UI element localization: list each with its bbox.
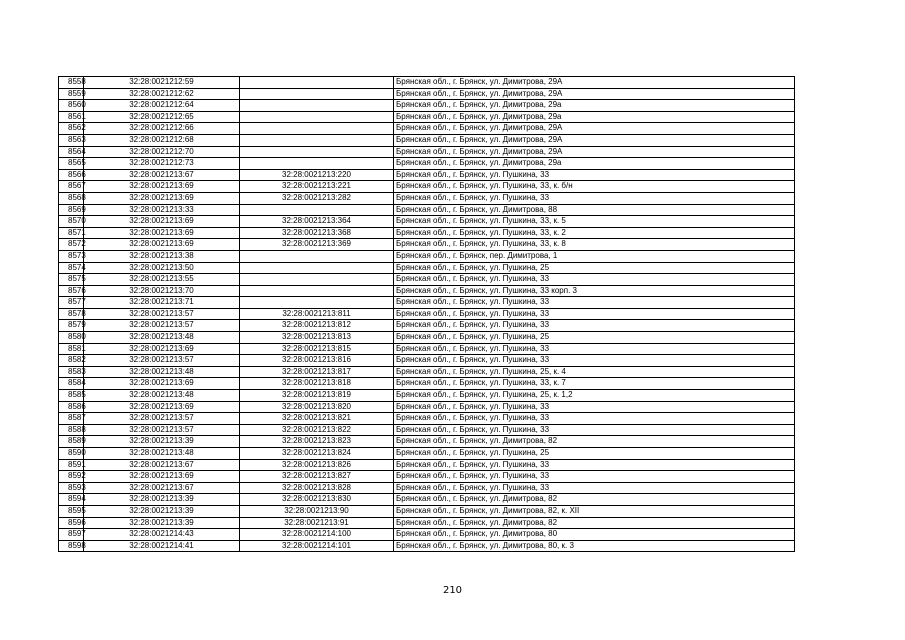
registry-table-body: [59, 77, 795, 552]
address-cell: Брянская обл., г. Брянск, ул. Пушкина, 33 корп. 3: [394, 285, 795, 297]
cadastral-number-cell: 32:28:0021213:38: [84, 250, 240, 262]
address-cell: Брянская обл., г. Брянск, ул. Пушкина, 25, к. 1,2: [394, 390, 795, 402]
cadastral-number-cell: 32:28:0021213:39: [84, 505, 240, 517]
table-row: [59, 517, 795, 529]
address-cell: Брянская обл., г. Брянск, ул. Пушкина, 25: [394, 448, 795, 460]
address-cell: Брянская обл., г. Брянск, ул. Димитрова, 80, к. 3: [394, 540, 795, 552]
row-number-cell: 8570: [59, 216, 84, 228]
address-cell: Брянская обл., г. Брянск, ул. Пушкина, 33: [394, 401, 795, 413]
object-cadastral-number-cell: [240, 274, 394, 286]
object-cadastral-number-cell: 32:28:0021213:811: [240, 308, 394, 320]
object-cadastral-number-cell: 32:28:0021213:813: [240, 332, 394, 344]
table-row: [59, 482, 795, 494]
row-number-cell: 8596: [59, 517, 84, 529]
address-cell: Брянская обл., г. Брянск, ул. Димитрова, 82: [394, 517, 795, 529]
address-cell: Брянская обл., г. Брянск, ул. Димитрова, 88: [394, 204, 795, 216]
row-number-cell: 8597: [59, 529, 84, 541]
cadastral-number-cell: 32:28:0021214:41: [84, 540, 240, 552]
object-cadastral-number-cell: [240, 111, 394, 123]
table-row: [59, 424, 795, 436]
object-cadastral-number-cell: 32:28:0021213:90: [240, 505, 394, 517]
cadastral-number-cell: 32:28:0021212:65: [84, 111, 240, 123]
row-number-cell: 8572: [59, 239, 84, 251]
object-cadastral-number-cell: 32:28:0021213:368: [240, 227, 394, 239]
address-cell: Брянская обл., г. Брянск, ул. Пушкина, 33, к. 5: [394, 216, 795, 228]
address-cell: Брянская обл., г. Брянск, ул. Пушкина, 33: [394, 297, 795, 309]
table-row: [59, 262, 795, 274]
row-number-cell: 8558: [59, 77, 84, 89]
object-cadastral-number-cell: [240, 158, 394, 170]
table-row: [59, 250, 795, 262]
address-cell: Брянская обл., г. Брянск, ул. Пушкина, 33: [394, 169, 795, 181]
address-cell: Брянская обл., г. Брянск, ул. Пушкина, 33: [394, 274, 795, 286]
table-row: [59, 77, 795, 89]
table-row: [59, 448, 795, 460]
row-number-cell: 8582: [59, 355, 84, 367]
object-cadastral-number-cell: 32:28:0021213:818: [240, 378, 394, 390]
table-row: [59, 332, 795, 344]
address-cell: Брянская обл., г. Брянск, ул. Димитрова, 29а: [394, 158, 795, 170]
table-row: [59, 88, 795, 100]
address-cell: Брянская обл., г. Брянск, ул. Пушкина, 33: [394, 192, 795, 204]
object-cadastral-number-cell: 32:28:0021213:820: [240, 401, 394, 413]
address-cell: Брянская обл., г. Брянск, ул. Пушкина, 33, к. 2: [394, 227, 795, 239]
address-cell: Брянская обл., г. Брянск, ул. Пушкина, 25, к. 4: [394, 366, 795, 378]
row-number-cell: 8561: [59, 111, 84, 123]
cadastral-number-cell: 32:28:0021213:69: [84, 227, 240, 239]
table-row: [59, 169, 795, 181]
object-cadastral-number-cell: 32:28:0021213:821: [240, 413, 394, 425]
cadastral-number-cell: 32:28:0021213:69: [84, 239, 240, 251]
row-number-cell: 8564: [59, 146, 84, 158]
row-number-cell: 8559: [59, 88, 84, 100]
row-number-cell: 8562: [59, 123, 84, 135]
object-cadastral-number-cell: [240, 100, 394, 112]
address-cell: Брянская обл., г. Брянск, ул. Димитрова, 29А: [394, 146, 795, 158]
table-row: [59, 204, 795, 216]
address-cell: Брянская обл., г. Брянск, ул. Димитрова, 82: [394, 494, 795, 506]
object-cadastral-number-cell: 32:28:0021213:817: [240, 366, 394, 378]
cadastral-number-cell: 32:28:0021214:43: [84, 529, 240, 541]
object-cadastral-number-cell: [240, 146, 394, 158]
table-row: [59, 123, 795, 135]
object-cadastral-number-cell: 32:28:0021213:830: [240, 494, 394, 506]
cadastral-number-cell: 32:28:0021213:69: [84, 378, 240, 390]
address-cell: Брянская обл., г. Брянск, ул. Пушкина, 25: [394, 332, 795, 344]
cadastral-number-cell: 32:28:0021213:48: [84, 332, 240, 344]
table-row: [59, 355, 795, 367]
cadastral-number-cell: 32:28:0021213:67: [84, 482, 240, 494]
object-cadastral-number-cell: [240, 204, 394, 216]
address-cell: Брянская обл., г. Брянск, ул. Димитрова, 29А: [394, 88, 795, 100]
address-cell: Брянская обл., г. Брянск, ул. Димитрова, 80: [394, 529, 795, 541]
object-cadastral-number-cell: 32:28:0021213:826: [240, 459, 394, 471]
address-cell: Брянская обл., г. Брянск, ул. Димитрова, 82: [394, 436, 795, 448]
object-cadastral-number-cell: 32:28:0021213:220: [240, 169, 394, 181]
cadastral-number-cell: 32:28:0021213:39: [84, 436, 240, 448]
address-cell: Брянская обл., г. Брянск, ул. Пушкина, 33: [394, 424, 795, 436]
cadastral-number-cell: 32:28:0021213:71: [84, 297, 240, 309]
address-cell: Брянская обл., г. Брянск, ул. Пушкина, 33: [394, 308, 795, 320]
cadastral-number-cell: 32:28:0021213:48: [84, 366, 240, 378]
address-cell: Брянская обл., г. Брянск, ул. Димитрова, 29а: [394, 111, 795, 123]
table-row: [59, 366, 795, 378]
table-row: [59, 494, 795, 506]
object-cadastral-number-cell: 32:28:0021214:100: [240, 529, 394, 541]
table-row: [59, 471, 795, 483]
cadastral-number-cell: 32:28:0021213:48: [84, 448, 240, 460]
page-number: 210: [442, 585, 463, 596]
address-cell: Брянская обл., г. Брянск, ул. Пушкина, 33: [394, 343, 795, 355]
table-row: [59, 274, 795, 286]
address-cell: Брянская обл., г. Брянск, ул. Димитрова, 82, к. XII: [394, 505, 795, 517]
object-cadastral-number-cell: 32:28:0021213:91: [240, 517, 394, 529]
cadastral-number-cell: 32:28:0021213:50: [84, 262, 240, 274]
address-cell: Брянская обл., г. Брянск, ул. Димитрова, 29А: [394, 134, 795, 146]
row-number-cell: 8567: [59, 181, 84, 193]
row-number-cell: 8585: [59, 390, 84, 402]
cadastral-number-cell: 32:28:0021213:57: [84, 413, 240, 425]
cadastral-number-cell: 32:28:0021212:62: [84, 88, 240, 100]
cadastral-number-cell: 32:28:0021213:48: [84, 390, 240, 402]
table-row: [59, 540, 795, 552]
object-cadastral-number-cell: 32:28:0021213:828: [240, 482, 394, 494]
object-cadastral-number-cell: 32:28:0021213:812: [240, 320, 394, 332]
row-number-cell: 8569: [59, 204, 84, 216]
object-cadastral-number-cell: [240, 250, 394, 262]
object-cadastral-number-cell: 32:28:0021213:369: [240, 239, 394, 251]
cadastral-number-cell: 32:28:0021212:68: [84, 134, 240, 146]
object-cadastral-number-cell: 32:28:0021213:827: [240, 471, 394, 483]
table-row: [59, 401, 795, 413]
table-row: [59, 285, 795, 297]
row-number-cell: 8568: [59, 192, 84, 204]
row-number-cell: 8576: [59, 285, 84, 297]
row-number-cell: 8583: [59, 366, 84, 378]
cadastral-number-cell: 32:28:0021213:39: [84, 517, 240, 529]
object-cadastral-number-cell: 32:28:0021213:221: [240, 181, 394, 193]
object-cadastral-number-cell: [240, 285, 394, 297]
cadastral-number-cell: 32:28:0021213:70: [84, 285, 240, 297]
cadastral-number-cell: 32:28:0021213:57: [84, 424, 240, 436]
row-number-cell: 8580: [59, 332, 84, 344]
row-number-cell: 8581: [59, 343, 84, 355]
row-number-cell: 8578: [59, 308, 84, 320]
table-row: [59, 343, 795, 355]
table-row: [59, 390, 795, 402]
row-number-cell: 8560: [59, 100, 84, 112]
table-row: [59, 459, 795, 471]
table-row: [59, 227, 795, 239]
row-number-cell: 8594: [59, 494, 84, 506]
cadastral-number-cell: 32:28:0021213:69: [84, 401, 240, 413]
row-number-cell: 8592: [59, 471, 84, 483]
cadastral-number-cell: 32:28:0021213:39: [84, 494, 240, 506]
row-number-cell: 8593: [59, 482, 84, 494]
table-row: [59, 413, 795, 425]
row-number-cell: 8579: [59, 320, 84, 332]
address-cell: Брянская обл., г. Брянск, ул. Пушкина, 33: [394, 355, 795, 367]
table-row: [59, 297, 795, 309]
cadastral-number-cell: 32:28:0021212:66: [84, 123, 240, 135]
object-cadastral-number-cell: 32:28:0021213:282: [240, 192, 394, 204]
table-row: [59, 181, 795, 193]
cadastral-number-cell: 32:28:0021213:57: [84, 308, 240, 320]
object-cadastral-number-cell: [240, 297, 394, 309]
row-number-cell: 8584: [59, 378, 84, 390]
address-cell: Брянская обл., г. Брянск, ул. Пушкина, 33: [394, 413, 795, 425]
cadastral-number-cell: 32:28:0021213:57: [84, 320, 240, 332]
row-number-cell: 8589: [59, 436, 84, 448]
cadastral-number-cell: 32:28:0021213:57: [84, 355, 240, 367]
row-number-cell: 8588: [59, 424, 84, 436]
cadastral-number-cell: 32:28:0021212:70: [84, 146, 240, 158]
address-cell: Брянская обл., г. Брянск, ул. Пушкина, 33: [394, 471, 795, 483]
row-number-cell: 8574: [59, 262, 84, 274]
table-row: [59, 378, 795, 390]
table-row: [59, 100, 795, 112]
row-number-cell: 8591: [59, 459, 84, 471]
table-row: [59, 436, 795, 448]
cadastral-number-cell: 32:28:0021212:73: [84, 158, 240, 170]
row-number-cell: 8563: [59, 134, 84, 146]
object-cadastral-number-cell: [240, 77, 394, 89]
object-cadastral-number-cell: 32:28:0021214:101: [240, 540, 394, 552]
row-number-cell: 8586: [59, 401, 84, 413]
table-row: [59, 239, 795, 251]
row-number-cell: 8571: [59, 227, 84, 239]
row-number-cell: 8577: [59, 297, 84, 309]
address-cell: Брянская обл., г. Брянск, ул. Димитрова, 29а: [394, 100, 795, 112]
table-row: [59, 308, 795, 320]
row-number-cell: 8590: [59, 448, 84, 460]
cadastral-number-cell: 32:28:0021213:69: [84, 216, 240, 228]
object-cadastral-number-cell: [240, 123, 394, 135]
row-number-cell: 8575: [59, 274, 84, 286]
object-cadastral-number-cell: 32:28:0021213:822: [240, 424, 394, 436]
object-cadastral-number-cell: 32:28:0021213:364: [240, 216, 394, 228]
cadastral-number-cell: 32:28:0021213:69: [84, 343, 240, 355]
table-row: [59, 320, 795, 332]
address-cell: Брянская обл., г. Брянск, ул. Пушкина, 33: [394, 482, 795, 494]
registry-table: [58, 76, 795, 552]
address-cell: Брянская обл., г. Брянск, ул. Пушкина, 25: [394, 262, 795, 274]
cadastral-number-cell: 32:28:0021213:69: [84, 192, 240, 204]
table-row: [59, 192, 795, 204]
address-cell: Брянская обл., г. Брянск, ул. Пушкина, 33: [394, 320, 795, 332]
cadastral-number-cell: 32:28:0021212:64: [84, 100, 240, 112]
address-cell: Брянская обл., г. Брянск, ул. Пушкина, 33, к. 7: [394, 378, 795, 390]
address-cell: Брянская обл., г. Брянск, пер. Димитрова, 1: [394, 250, 795, 262]
address-cell: Брянская обл., г. Брянск, ул. Пушкина, 33: [394, 459, 795, 471]
row-number-cell: 8573: [59, 250, 84, 262]
address-cell: Брянская обл., г. Брянск, ул. Димитрова, 29А: [394, 123, 795, 135]
address-cell: Брянская обл., г. Брянск, ул. Пушкина, 33, к. 8: [394, 239, 795, 251]
row-number-cell: 8566: [59, 169, 84, 181]
row-number-cell: 8565: [59, 158, 84, 170]
object-cadastral-number-cell: 32:28:0021213:815: [240, 343, 394, 355]
object-cadastral-number-cell: 32:28:0021213:824: [240, 448, 394, 460]
object-cadastral-number-cell: [240, 88, 394, 100]
object-cadastral-number-cell: 32:28:0021213:819: [240, 390, 394, 402]
table-row: [59, 111, 795, 123]
cadastral-number-cell: 32:28:0021213:67: [84, 459, 240, 471]
table-row: [59, 505, 795, 517]
object-cadastral-number-cell: [240, 262, 394, 274]
cadastral-number-cell: 32:28:0021213:69: [84, 181, 240, 193]
address-cell: Брянская обл., г. Брянск, ул. Пушкина, 33, к. б/н: [394, 181, 795, 193]
table-row: [59, 529, 795, 541]
table-row: [59, 216, 795, 228]
cadastral-number-cell: 32:28:0021213:55: [84, 274, 240, 286]
row-number-cell: 8595: [59, 505, 84, 517]
row-number-cell: 8587: [59, 413, 84, 425]
object-cadastral-number-cell: 32:28:0021213:816: [240, 355, 394, 367]
table-row: [59, 134, 795, 146]
object-cadastral-number-cell: [240, 134, 394, 146]
row-number-cell: 8598: [59, 540, 84, 552]
object-cadastral-number-cell: 32:28:0021213:823: [240, 436, 394, 448]
table-row: [59, 158, 795, 170]
cadastral-number-cell: 32:28:0021213:33: [84, 204, 240, 216]
address-cell: Брянская обл., г. Брянск, ул. Димитрова, 29А: [394, 77, 795, 89]
cadastral-number-cell: 32:28:0021212:59: [84, 77, 240, 89]
cadastral-number-cell: 32:28:0021213:69: [84, 471, 240, 483]
cadastral-number-cell: 32:28:0021213:67: [84, 169, 240, 181]
table-row: [59, 146, 795, 158]
